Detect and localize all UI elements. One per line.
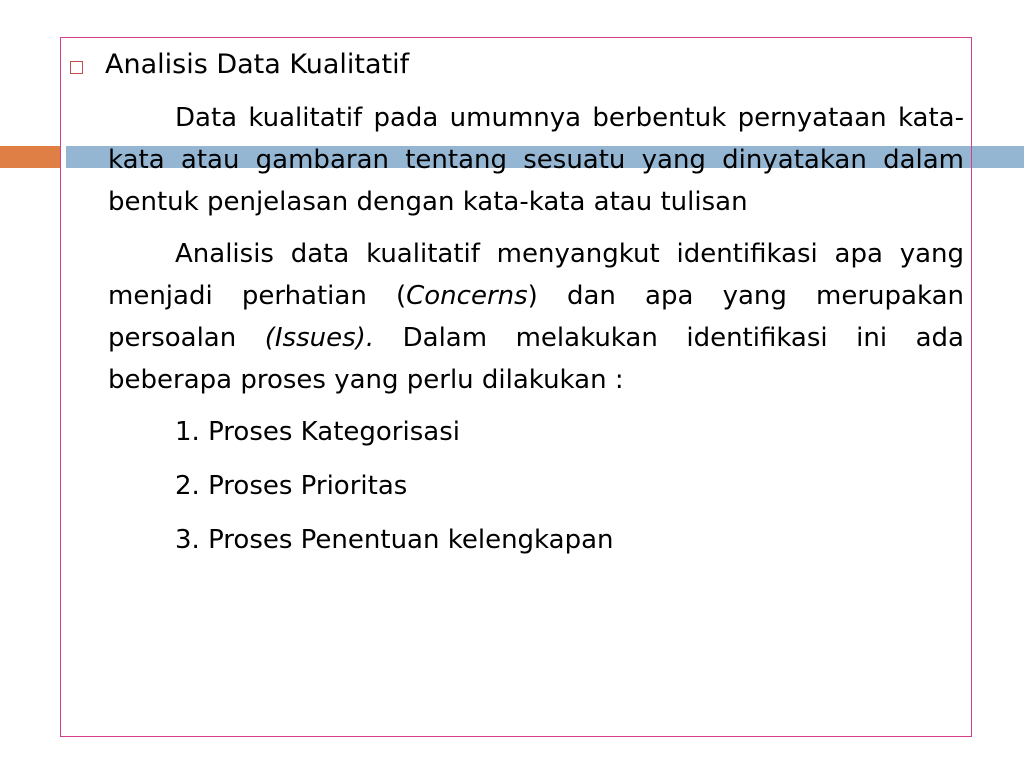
paragraph-2-part-2: ) dan apa yang merupakan persoalan (108, 281, 964, 353)
heading-row (70, 45, 409, 85)
paragraph-2-part-1: Analisis data kualitatif menyangkut identifikasi apa yang menjadi perhatian ( (108, 239, 964, 311)
slide-content (60, 37, 972, 737)
issues-term: (Issues). (264, 323, 375, 353)
slide-heading: Analisis Data Kualitatif (105, 49, 410, 80)
square-bullet-icon (70, 61, 83, 74)
body-text (108, 97, 964, 573)
paragraph-2 (108, 233, 964, 401)
decorative-bar-orange (0, 146, 60, 168)
list-item: 2. Proses Prioritas (175, 471, 408, 501)
paragraph-2-part-3: Dalam melakukan identifikasi ini ada beberapa proses yang perlu dilakukan : (108, 323, 964, 395)
list-item: 3. Proses Penentuan kelengkapan (175, 525, 614, 555)
concerns-term: Concerns (406, 281, 528, 311)
paragraph-1: Data kualitatif pada umumnya berbentuk pernyataan kata-kata atau gambaran tentang sesuatu yang dinyatakan dalam bentuk penjelasan dengan kata-kata atau tulisan (108, 103, 964, 217)
list-item: 1. Proses Kategorisasi (175, 417, 460, 447)
